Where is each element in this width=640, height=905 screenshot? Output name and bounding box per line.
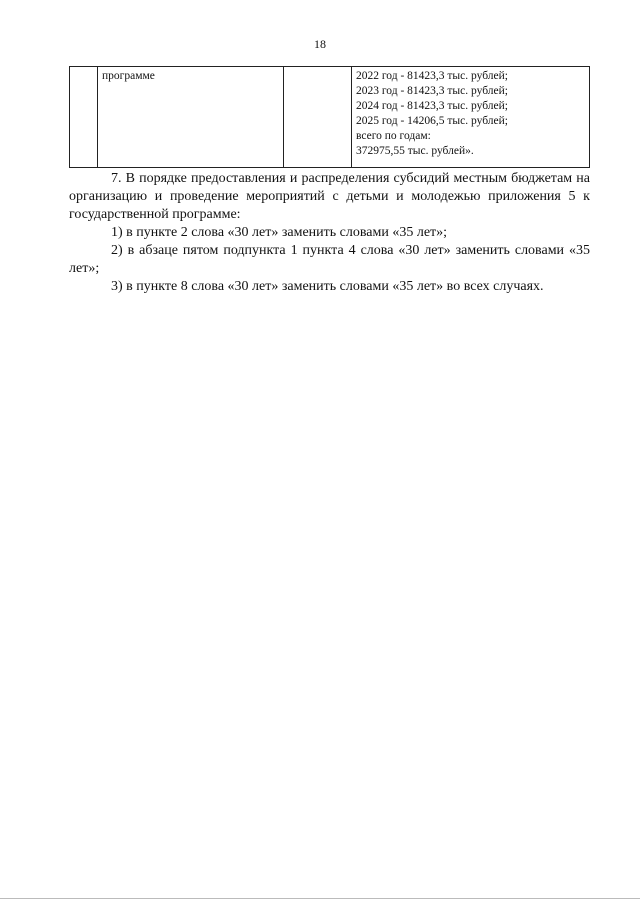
table-cell-label: программе bbox=[98, 67, 284, 168]
funding-line: всего по годам: bbox=[356, 130, 431, 142]
paragraph-subitem-1: 1) в пункте 2 слова «30 лет» заменить словами «35 лет»; bbox=[111, 225, 448, 240]
amendment-text bbox=[69, 170, 590, 296]
funding-table bbox=[69, 66, 590, 168]
table-row bbox=[70, 67, 590, 168]
page-number: 18 bbox=[314, 37, 326, 51]
paragraph-subitem-2: 2) в абзаце пятом подпункта 1 пункта 4 слова «30 лет» заменить словами «35 лет»; bbox=[69, 243, 590, 276]
funding-line: 2023 год - 81423,3 тыс. рублей; bbox=[356, 85, 508, 97]
scan-edge-divider bbox=[0, 898, 640, 899]
funding-line: 2025 год - 14206,5 тыс. рублей; bbox=[356, 115, 508, 127]
table-cell-empty bbox=[70, 67, 98, 168]
paragraph-item-7: 7. В порядке предоставления и распределения субсидий местным бюджетам на организацию и проведение мероприятий с детьми и молодежью приложения 5 к государственной программе: bbox=[69, 171, 590, 222]
table-cell-funding bbox=[352, 67, 590, 168]
table-cell-empty bbox=[284, 67, 352, 168]
funding-line: 372975,55 тыс. рублей». bbox=[356, 145, 474, 157]
paragraph-subitem-3: 3) в пункте 8 слова «30 лет» заменить словами «35 лет» во всех случаях. bbox=[111, 279, 544, 294]
funding-line: 2024 год - 81423,3 тыс. рублей; bbox=[356, 100, 508, 112]
funding-line: 2022 год - 81423,3 тыс. рублей; bbox=[356, 70, 508, 82]
